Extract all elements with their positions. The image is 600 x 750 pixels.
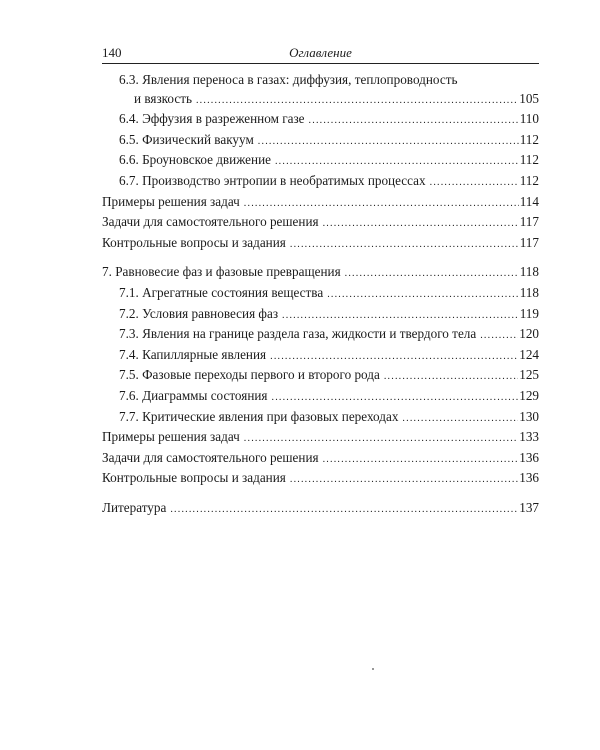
toc-entry-6-4[interactable] <box>102 110 539 131</box>
toc-page-number: 125 <box>519 367 539 383</box>
toc-entry-title: 6.7. Производство энтропии в необратимых процессах <box>119 172 426 188</box>
toc-entry-ch6-examples[interactable] <box>102 193 539 214</box>
toc-page-number: 118 <box>519 284 539 300</box>
toc-entry-ch7-tasks[interactable] <box>102 449 539 470</box>
toc-page-number: 117 <box>519 234 539 250</box>
running-title: Оглавление <box>289 45 352 60</box>
toc-entry-title: Примеры решения задач <box>102 193 240 209</box>
dot-leader <box>270 348 518 367</box>
page-header <box>102 45 539 64</box>
toc-entry-6-7[interactable] <box>102 172 539 193</box>
toc-page-number: 117 <box>519 214 539 230</box>
toc-entry-6-3-line1: 6.3. Явления переноса в газах: диффузия, теплопроводность <box>119 72 458 87</box>
dot-leader <box>345 265 519 284</box>
toc-entry-7-3[interactable] <box>102 325 539 346</box>
toc-entry-ch6-tasks[interactable] <box>102 213 539 234</box>
toc-entry-title: 7.6. Диаграммы состояния <box>119 387 268 403</box>
toc-entry-title: Контрольные вопросы и задания <box>102 470 286 486</box>
toc-entry-title: 7.5. Фазовые переходы первого и второго рода <box>119 367 380 383</box>
table-of-contents <box>102 71 539 519</box>
toc-entry-title: 7.7. Критические явления при фазовых переходах <box>119 408 399 424</box>
dot-leader <box>244 195 519 214</box>
toc-entry-title: Задачи для самостоятельного решения <box>102 449 319 465</box>
toc-entry-7-2[interactable] <box>102 305 539 326</box>
toc-entry-7-6[interactable] <box>102 387 539 408</box>
toc-entry-title: 7.3. Явления на границе раздела газа, жидкости и твердого тела <box>119 326 477 342</box>
toc-entry-6-3[interactable] <box>102 90 539 111</box>
dot-leader <box>430 174 519 193</box>
toc-page-number: 137 <box>519 499 539 515</box>
dot-leader <box>258 133 519 152</box>
dot-leader <box>272 389 519 408</box>
toc-page-number: 105 <box>519 90 539 106</box>
toc-entry-title: 7.2. Условия равновесия фаз <box>119 305 279 321</box>
toc-entry-7-1[interactable] <box>102 284 539 305</box>
dot-leader <box>196 92 518 111</box>
toc-page-number: 110 <box>519 111 539 127</box>
toc-entry-title: Контрольные вопросы и задания <box>102 234 286 250</box>
print-speck <box>372 668 374 670</box>
toc-entry-6-6[interactable] <box>102 151 539 172</box>
toc-page-number: 129 <box>519 387 539 403</box>
toc-entry-title: 6.6. Броуновское движение <box>119 152 271 168</box>
toc-page-number: 136 <box>519 470 539 486</box>
dot-leader <box>480 327 518 346</box>
toc-page-number: 119 <box>519 305 539 321</box>
toc-entry-title: 7. Равновесие фаз и фазовые превращения <box>102 264 341 280</box>
toc-entry-title: Литература <box>102 499 167 515</box>
toc-page-number: 112 <box>519 172 539 188</box>
toc-page-number: 112 <box>519 152 539 168</box>
toc-page-number: 114 <box>519 193 539 209</box>
page-number: 140 <box>102 45 122 60</box>
toc-entry-6-5[interactable] <box>102 131 539 152</box>
toc-entry-7-5[interactable] <box>102 366 539 387</box>
toc-entry-ch7[interactable] <box>102 263 539 284</box>
toc-entry-title: Примеры решения задач <box>102 429 240 445</box>
dot-leader <box>275 153 519 172</box>
toc-entry-7-7[interactable] <box>102 408 539 429</box>
toc-entry-7-4[interactable] <box>102 346 539 367</box>
toc-page-number: 130 <box>519 408 539 424</box>
toc-entry-title: 6.5. Физический вакуум <box>119 131 254 147</box>
dot-leader <box>323 451 519 470</box>
dot-leader <box>384 368 518 387</box>
toc-page-number: 120 <box>519 326 539 342</box>
toc-entry-literature[interactable] <box>102 499 539 520</box>
toc-page-number: 136 <box>519 449 539 465</box>
toc-entry-title: и вязкость <box>134 90 192 106</box>
toc-page-number: 133 <box>519 429 539 445</box>
toc-entry-title: Задачи для самостоятельного решения <box>102 214 319 230</box>
toc-page-number: 124 <box>519 346 539 362</box>
toc-entry-ch6-questions[interactable] <box>102 234 539 255</box>
dot-leader <box>282 307 519 326</box>
toc-entry-title: 7.1. Агрегатные состояния вещества <box>119 284 324 300</box>
toc-page-number: 112 <box>519 131 539 147</box>
dot-leader <box>323 215 519 234</box>
toc-entry-title: 6.4. Эффузия в разреженном газе <box>119 111 305 127</box>
toc-page-number: 118 <box>519 264 539 280</box>
dot-leader <box>290 471 518 490</box>
dot-leader <box>290 236 519 255</box>
toc-entry-ch7-examples[interactable] <box>102 428 539 449</box>
toc-entry-title: 7.4. Капиллярные явления <box>119 346 267 362</box>
dot-leader <box>327 286 519 305</box>
dot-leader <box>244 430 518 449</box>
toc-entry-ch7-questions[interactable] <box>102 469 539 490</box>
dot-leader <box>170 501 518 520</box>
dot-leader <box>309 112 519 131</box>
dot-leader <box>402 410 518 429</box>
